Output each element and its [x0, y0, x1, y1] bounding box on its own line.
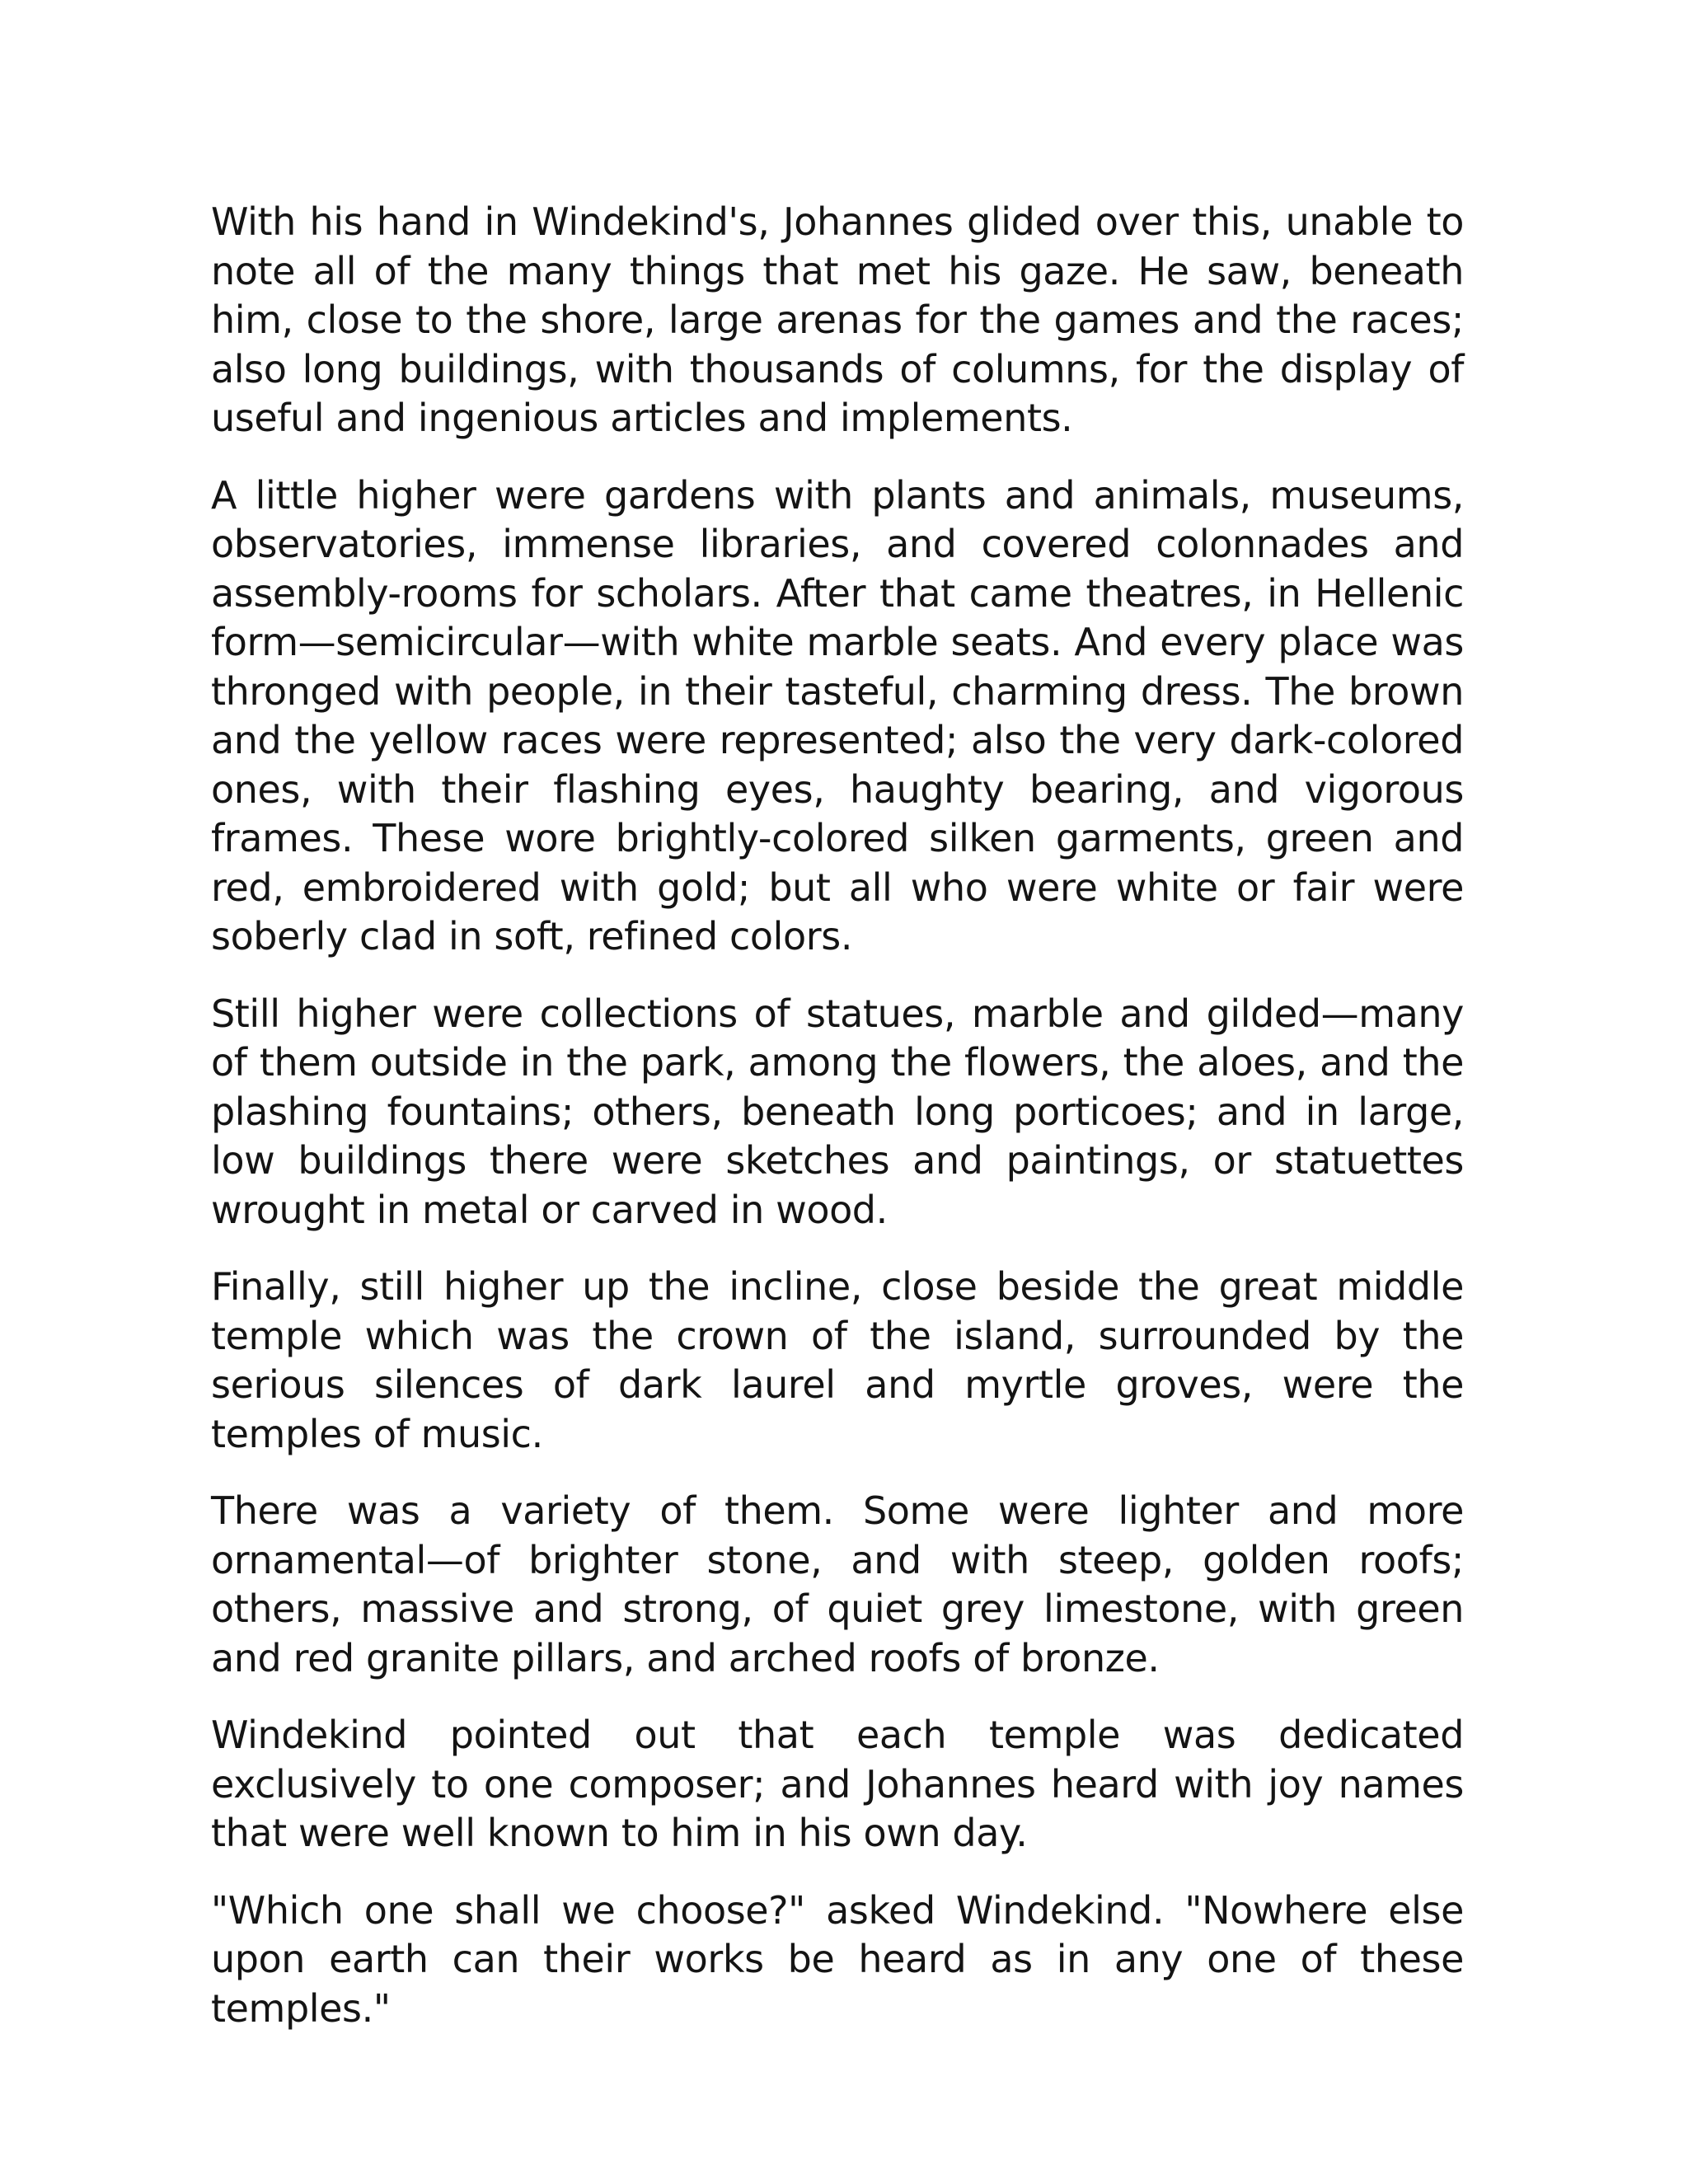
- paragraph-4: Finally, still higher up the incline, close beside the great middle temple which was the crown of the island, surrounded by the serious silences of dark laurel and myrtle groves, were the temples of music.: [211, 1264, 1464, 1456]
- paragraph-7: "Which one shall we choose?" asked Windekind. "Nowhere else upon earth can their works be heard as in any one of these temples.": [211, 1887, 1464, 2031]
- paragraph-1: With his hand in Windekind's, Johannes glided over this, unable to note all of the many things that met his gaze. He saw, beneath him, close to the shore, large arenas for the games and the races; also long buildings, with thousands of columns, for the display of useful and ingenious articles and implements.: [211, 199, 1464, 440]
- page-body: [211, 198, 1464, 2061]
- paragraph-6: Windekind pointed out that each temple was dedicated exclusively to one composer; and Johannes heard with joy names that were well known to him in his own day.: [211, 1713, 1464, 1855]
- paragraph-3: Still higher were collections of statues, marble and gilded—many of them outside in the park, among the flowers, the aloes, and the plashing fountains; others, beneath long porticoes; and in large, low buildings there were sketches and paintings, or statuettes wrought in metal or carved in wood.: [211, 991, 1464, 1232]
- paragraph-5: There was a variety of them. Some were lighter and more ornamental—of brighter stone, and with steep, golden roofs; others, massive and strong, of quiet grey limestone, with green and red granite pillars, and arched roofs of bronze.: [211, 1488, 1464, 1680]
- paragraph-2: A little higher were gardens with plants and animals, museums, observatories, immense libraries, and covered colonnades and assembly-rooms for scholars. After that came theatres, in Hellenic form—semicircular—with white marble seats. And every place was thronged with people, in their tasteful, charming dress. The brown and the yellow races were represented; also the very dark-colored ones, with their flashing eyes, haughty bearing, and vigorous frames. These wore brightly-colored silken garments, green and red, embroidered with gold; but all who were white or fair were soberly clad in soft, refined colors.: [211, 472, 1464, 958]
